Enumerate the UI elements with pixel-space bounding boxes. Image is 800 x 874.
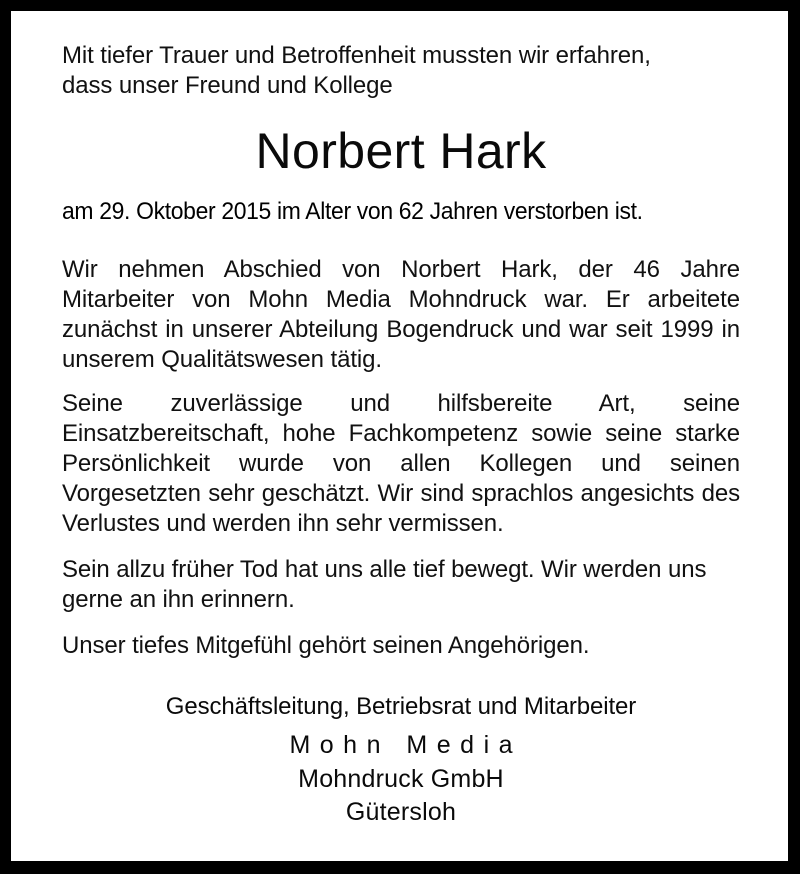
death-date-line: am 29. Oktober 2015 im Alter von 62 Jahren verstorben ist. (62, 198, 643, 225)
paragraph-sympathy: Unser tiefes Mitgefühl gehört seinen Angehörigen. (62, 632, 590, 659)
signature-block (62, 692, 740, 829)
company-name: Mohn Media (289, 731, 523, 759)
signatories-line: Geschäftsleitung, Betriebsrat und Mitarbeiter (165, 693, 637, 720)
intro-line-1: Mit tiefer Trauer und Betroffenheit mussten wir erfahren, (62, 42, 651, 69)
paragraph-career: Wir nehmen Abschied von Norbert Hark, der 46 Jahre Mitarbeiter von Mohn Media Mohndruck war. Er arbeitete zunächst in unserer Abteilung Bogendruck und war seit 1999 in unserem Qualitätswesen tätig. (62, 256, 740, 373)
intro-text (62, 41, 740, 101)
obituary-content (62, 11, 740, 861)
company-entity: Mohndruck GmbH (298, 765, 504, 793)
paragraph-character: Seine zuverlässige und hilfsbereite Art, seine Einsatzbereitschaft, hohe Fachkompetenz sowie seine starke Persönlichkeit wurde von allen Kollegen und seinen Vorgesetzten sehr geschätzt. Wir sind sprachlos angesichts des Verlustes und werden ihn sehr vermissen. (62, 390, 740, 537)
obituary-notice-card (11, 11, 788, 861)
intro-line-2: dass unser Freund und Kollege (62, 72, 393, 99)
paragraph-memory: Sein allzu früher Tod hat uns alle tief bewegt. Wir werden uns gerne an ihn erinnern. (62, 556, 707, 613)
company-city: Gütersloh (345, 798, 457, 826)
deceased-name: Norbert Hark (255, 123, 547, 179)
